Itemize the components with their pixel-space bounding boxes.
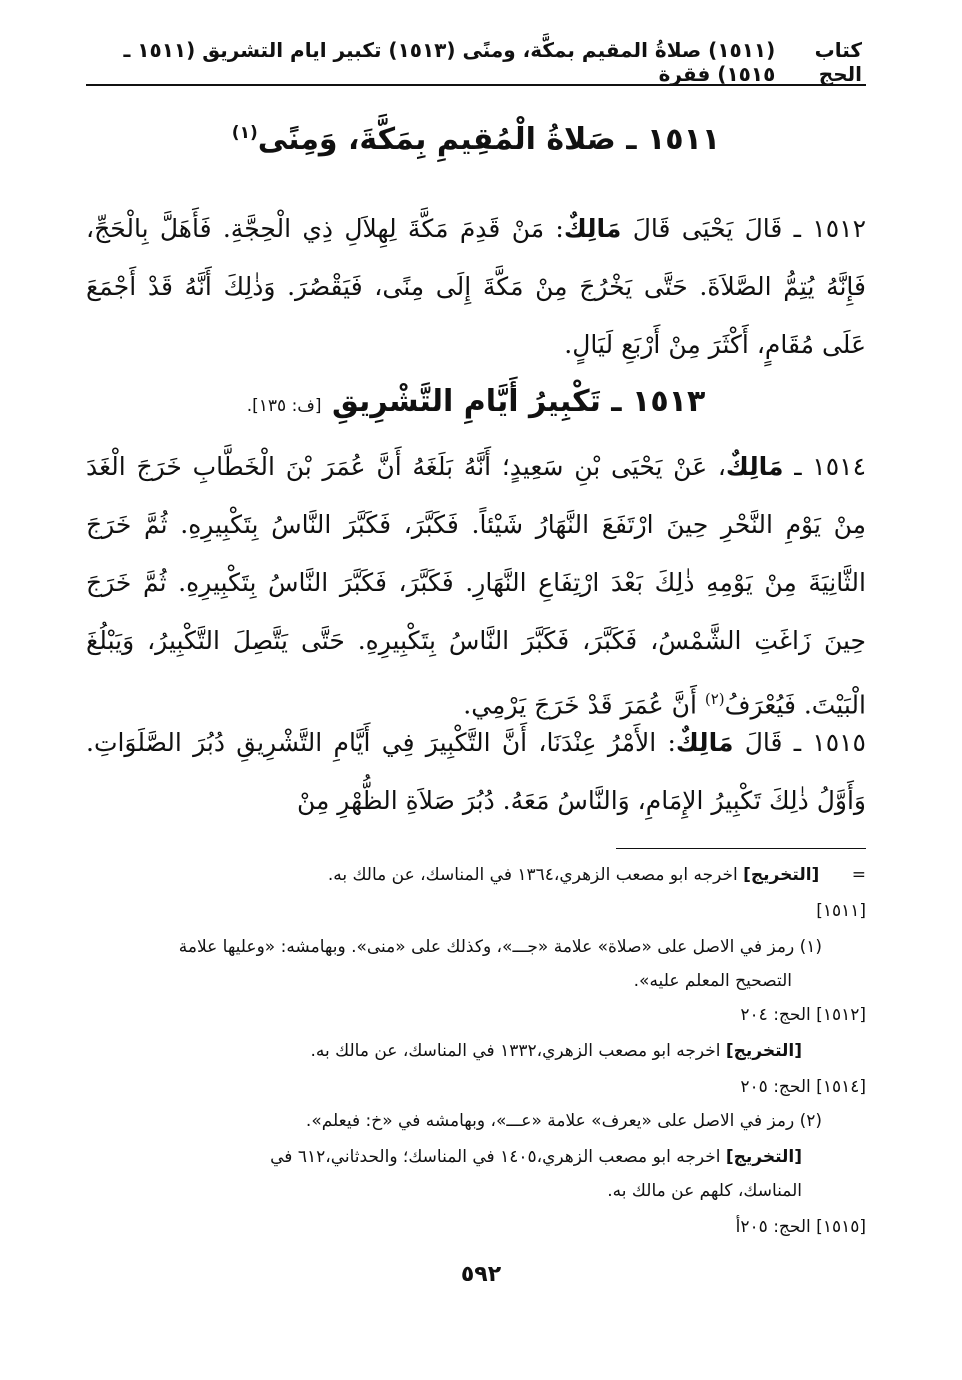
speaker-name: مَالِكٌ xyxy=(675,728,734,757)
takhrij-label: [التخريج] xyxy=(725,1147,802,1167)
section-title: ١٥١٣ ـ تَكْبِيرُ أَيَّامِ التَّشْرِيقِ xyxy=(332,384,706,419)
paragraph-1515 xyxy=(86,714,866,830)
takhrij-label: [التخريج] xyxy=(725,1041,802,1061)
footnote-2 xyxy=(86,1104,822,1138)
section-heading-1513 xyxy=(86,384,866,419)
footnote-text: (١) رمز في الاصل على «صلاة» علامة «جـــ»، وكذلك على «منى». وبهامشه: «وعليها علامة xyxy=(178,937,822,957)
footnote-text: المناسك، كلهم عن مالك به. xyxy=(607,1181,802,1201)
page-number: ٥٩٢ xyxy=(460,1262,502,1287)
paragraph-text: ، عَنْ يَحْيَى بْنِ سَعِيدٍ؛ أَنَّهُ بَلَغَهُ أَنَّ عُمَرَ بْنَ الْخَطَّابِ خَرَجَ الْغَدَ مِنْ يَوْمِ النَّحْرِ حِينَ ارْتَفَعَ النَّهَارُ شَيْئاً. فَكَبَّرَ، فَكَبَّرَ النَّاسُ بِتَكْبِيرِهِ. ثُمَّ خَرَجَ الثَّانِيَةَ مِنْ يَوْمِهِ ذٰلِكَ بَعْدَ ارْتِفَاعِ النَّهَارِ. فَكَبَّرَ، فَكَبَّرَ النَّاسُ بِتَكْبِيرِهِ. ثُمَّ خَرَجَ حِينَ زَاغَتِ الشَّمْسُ، فَكَبَّرَ، فَكَبَّرَ النَّاسُ بِتَكْبِيرِهِ. حَتَّى يَتَّصِلَ التَّكْبِيرُ، وَيَبْلُغَ الْبَيْتَ. فَيُعْرَفُ xyxy=(86,452,866,720)
running-header xyxy=(86,40,866,86)
header-range: (١٥١١) صلاةُ المقيم بمكَّة، ومنًى (١٥١٣) تكبير ايام التشريق (١٥١١ ـ ١٥١٥) فقرة xyxy=(123,38,776,86)
footnote-text: اخرجه ابو مصعب الزهري،١٣٦٤ في المناسك، عن مالك به. xyxy=(327,865,744,885)
footnote-ref-1515: [١٥١٥] الحج: ٢٠٥أ xyxy=(735,1217,866,1237)
paragraph-1514 xyxy=(86,438,866,734)
paragraph-text: أَنَّ عُمَرَ قَدْ خَرَجَ يَرْمِي. xyxy=(463,690,705,720)
continuation-mark: = xyxy=(851,865,866,885)
footnote-1 xyxy=(86,930,822,998)
section-heading-1511 xyxy=(86,122,866,157)
speaker-name: مَالِكٌ xyxy=(725,452,784,481)
speaker-name: مَالِكٌ xyxy=(563,214,622,243)
section-reference: [ف: ١٣٥]. xyxy=(246,396,322,416)
paragraph-text: : مَنْ قَدِمَ مَكَّةَ لِهِلاَلِ ذِي الْحِجَّةِ. فَأَهَلَّ بِالْحَجِّ، فَإِنَّهُ يُتِمُّ الصَّلاَةَ. حَتَّى يَخْرُجَ مِنْ مَكَّةَ إِلَى مِنًى، فَيَقْصُرَ. وَذٰلِكَ أَنَّهُ قَدْ أَجْمَعَ عَلَى مُقَامٍ، أَكْثَرَ مِنْ أَرْبَعِ لَيَالٍ. xyxy=(86,214,866,359)
footnote-divider xyxy=(616,848,866,849)
footnote-text: التصحيح المعلم عليه». xyxy=(633,971,792,991)
paragraph-text: قَالَ xyxy=(744,728,783,757)
footnote-ref-1512: [١٥١٢] الحج: ٢٠٤ xyxy=(740,1005,866,1025)
footnote-ref-1514: [١٥١٤] الحج: ٢٠٥ xyxy=(740,1077,866,1097)
footnote-text: (٢) رمز في الاصل على «يعرف» علامة «عـــ»، وبهامشه في «خ: فيعلم». xyxy=(305,1111,822,1131)
footnote-takhrij-1514 xyxy=(86,1140,802,1208)
footnote-marker: (٢) xyxy=(704,690,725,708)
paragraph-number: ١٥١٢ ـ xyxy=(793,214,866,243)
footnote-text: اخرجه ابو مصعب الزهري،١٤٠٥ في المناسك؛ والحدثاني،٦١٢ في xyxy=(270,1147,726,1167)
book-title: كتاب الحج xyxy=(814,38,862,86)
footnote-ref-1511: [١٥١١] xyxy=(816,901,866,921)
footnote-text: اخرجه ابو مصعب الزهري،١٣٣٢ في المناسك، عن مالك به. xyxy=(310,1041,726,1061)
paragraph-text: قَالَ يَحْيَى قَالَ xyxy=(632,214,783,243)
footnote-takhrij-continued xyxy=(86,858,866,892)
footnote-takhrij-1512 xyxy=(86,1034,802,1068)
paragraph-1512 xyxy=(86,200,866,374)
paragraph-number: ١٥١٥ ـ xyxy=(793,728,866,757)
paragraph-number: ١٥١٤ ـ xyxy=(794,452,866,481)
footnote-marker: (١) xyxy=(231,123,258,143)
takhrij-label: [التخريج] xyxy=(743,865,820,885)
section-title: ١٥١١ ـ صَلاةُ الْمُقِيمِ بِمَكَّةَ، وَمِنًى xyxy=(257,122,721,157)
paragraph-text: : الأَمْرُ عِنْدَنَا، أَنَّ التَّكْبِيرَ فِي أَيَّامِ التَّشْرِيقِ دُبُرَ الصَّلَوَاتِ. وَأَوَّلُ ذٰلِكَ تَكْبِيرُ الإِمَامِ، وَالنَّاسُ مَعَهُ. دُبُرَ صَلاَةِ الظُّهْرِ مِنْ xyxy=(86,728,866,815)
